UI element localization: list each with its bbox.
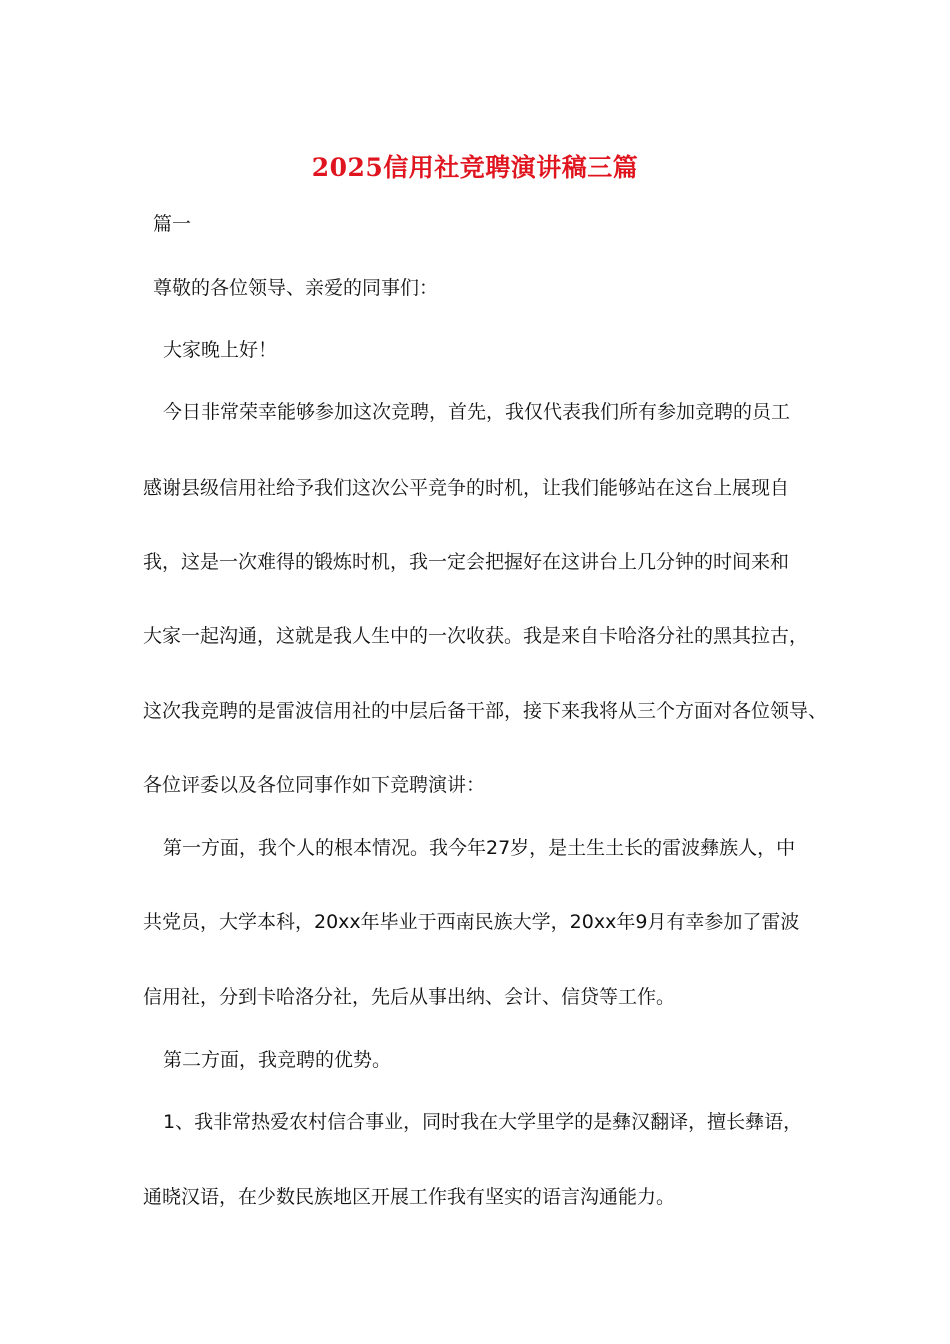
salutation: 尊敬的各位领导、亲爱的同事们：: [153, 277, 439, 299]
paragraph-line: 通晓汉语，在少数民族地区开展工作我有坚实的语言沟通能力。: [143, 1186, 676, 1208]
paragraph-line: 感谢县级信用社给予我们这次公平竞争的时机，让我们能够站在这台上展现自: [143, 477, 790, 499]
paragraph-line: 今日非常荣幸能够参加这次竞聘，首先，我仅代表我们所有参加竞聘的员工: [163, 401, 791, 423]
document-title: 2025信用社竞聘演讲稿三篇: [311, 153, 639, 182]
paragraph-line: 1、我非常热爱农村信合事业，同时我在大学里学的是彝汉翻译，擅长彝语，: [163, 1111, 803, 1133]
section-heading: 篇一: [153, 213, 192, 235]
paragraph-line: 这次我竞聘的是雷波信用社的中层后备干部，接下来我将从三个方面对各位领导、: [143, 700, 828, 722]
paragraph-line: 共党员，大学本科，20xx年毕业于西南民族大学，20xx年9月有幸参加了雷波: [143, 911, 800, 933]
paragraph-line: 我，这是一次难得的锻炼时机，我一定会把握好在这讲台上几分钟的时间来和: [143, 551, 790, 573]
paragraph-line: 第二方面，我竞聘的优势。: [163, 1049, 392, 1071]
paragraph-line: 第一方面，我个人的根本情况。我今年27岁，是土生土长的雷波彝族人，中: [163, 837, 796, 859]
paragraph-line: 大家一起沟通，这就是我人生中的一次收获。我是来自卡哈洛分社的黑其拉古，: [143, 625, 809, 647]
paragraph-line: 各位评委以及各位同事作如下竞聘演讲：: [143, 774, 486, 796]
greeting: 大家晚上好！: [163, 339, 278, 361]
paragraph-line: 信用社，分到卡哈洛分社，先后从事出纳、会计、信贷等工作。: [143, 986, 676, 1008]
